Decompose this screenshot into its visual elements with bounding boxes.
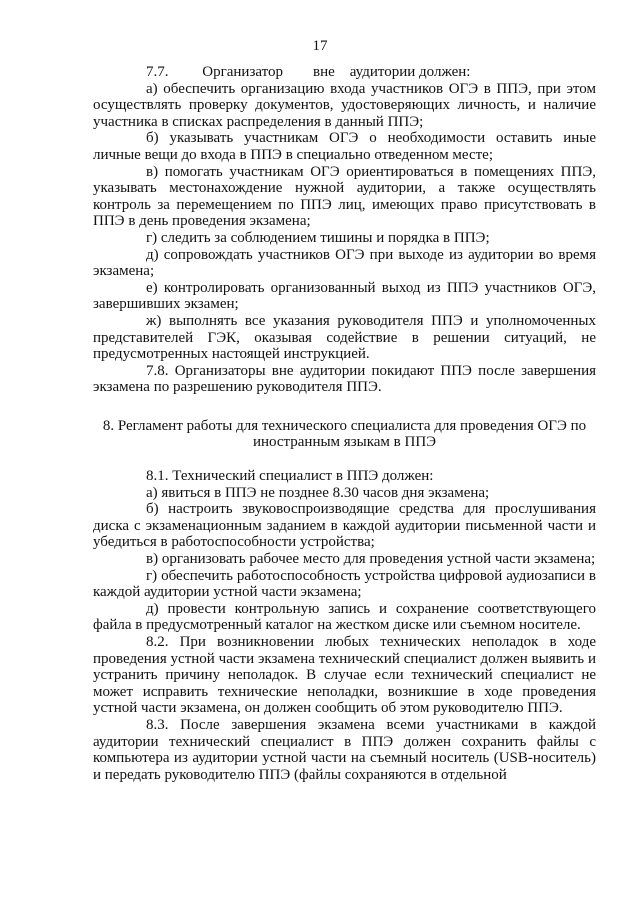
paragraph-7-7-v: в) помогать участникам ОГЭ ориентироваться в помещениях ППЭ, указывать местонахождение нужной аудитории, а также осуществлять контроль за перемещением по ППЭ лиц, имеющих право присутствовать в ППЭ в день проведения экзамена; bbox=[93, 163, 596, 230]
paragraph-8-3: 8.3. После завершения экзамена всеми участниками в каждой аудитории технический специалист в ППЭ должен сохранить файлы с компьютера из аудитории устной части на съемный носитель (USB-носитель) и передать руководителю ППЭ (файлы сохраняются в отдельной bbox=[93, 716, 596, 783]
paragraph-7-8: 7.8. Организаторы вне аудитории покидают ППЭ после завершения экзамена по разрешению руководителя ППЭ. bbox=[93, 362, 596, 396]
paragraph-7-7-a: а) обеспечить организацию входа участников ОГЭ в ППЭ, при этом осуществлять проверку документов, удостоверяющих личность, и наличие участника в списках распределения в данный ППЭ; bbox=[93, 80, 596, 130]
section-heading: 8. Регламент работы для технического специалиста для проведения ОГЭ по иностранным языкам в ППЭ bbox=[102, 417, 587, 451]
section-spacer bbox=[93, 396, 596, 418]
paragraph-7-7-d: д) сопровождать участников ОГЭ при выходе из аудитории во время экзамена; bbox=[93, 246, 596, 280]
paragraph-8-1-b: б) настроить звуковоспроизводящие средства для прослушивания диска с экзаменационным заданием в каждой аудитории письменной части и убедиться в работоспособности устройства; bbox=[93, 501, 596, 551]
paragraph-8-1-d: д) провести контрольную запись и сохранение соответствующего файла в предусмотренный каталог на жестком диске или съемном носителе. bbox=[93, 600, 596, 634]
document-body bbox=[93, 64, 596, 783]
paragraph-7-7-g: г) следить за соблюдением тишины и порядка в ППЭ; bbox=[146, 229, 490, 246]
paragraph-8-1-g: г) обеспечить работоспособность устройства цифровой аудиозаписи в каждой аудитории устной части экзамена; bbox=[93, 567, 596, 601]
paragraph-7-7-e: е) контролировать организованный выход из ППЭ участников ОГЭ, завершивших экзамен; bbox=[93, 279, 596, 313]
paragraph-8-2: 8.2. При возникновении любых технических неполадок в ходе проведения устной части экзамена технический специалист должен выявить и устранить причину неполадок. В случае если технический специалист не может исправить технические неполадки, возникшие в ходе проведения устной части экзамена, он должен сообщить об этом руководителю ППЭ. bbox=[93, 634, 596, 717]
paragraph-8-1-v: в) организовать рабочее место для проведения устной части экзамена; bbox=[146, 551, 596, 568]
paragraph-8-1-a: а) явиться в ППЭ не позднее 8.30 часов дня экзамена; bbox=[146, 484, 490, 501]
paragraph-7-7-zh: ж) выполнять все указания руководителя ППЭ и уполномоченных представителей ГЭК, оказывая содействие в решении ситуаций, не предусмотренных настоящей инструкцией. bbox=[93, 312, 596, 363]
paragraph-7-7: 7.7. Организатор вне аудитории должен: bbox=[146, 64, 471, 80]
page-number: 17 bbox=[312, 38, 328, 54]
paragraph-7-7-b: б) указывать участникам ОГЭ о необходимости оставить иные личные вещи до входа в ППЭ в специально отведенном месте; bbox=[93, 130, 596, 163]
section-spacer bbox=[93, 451, 596, 468]
paragraph-8-1: 8.1. Технический специалист в ППЭ должен: bbox=[146, 468, 434, 485]
